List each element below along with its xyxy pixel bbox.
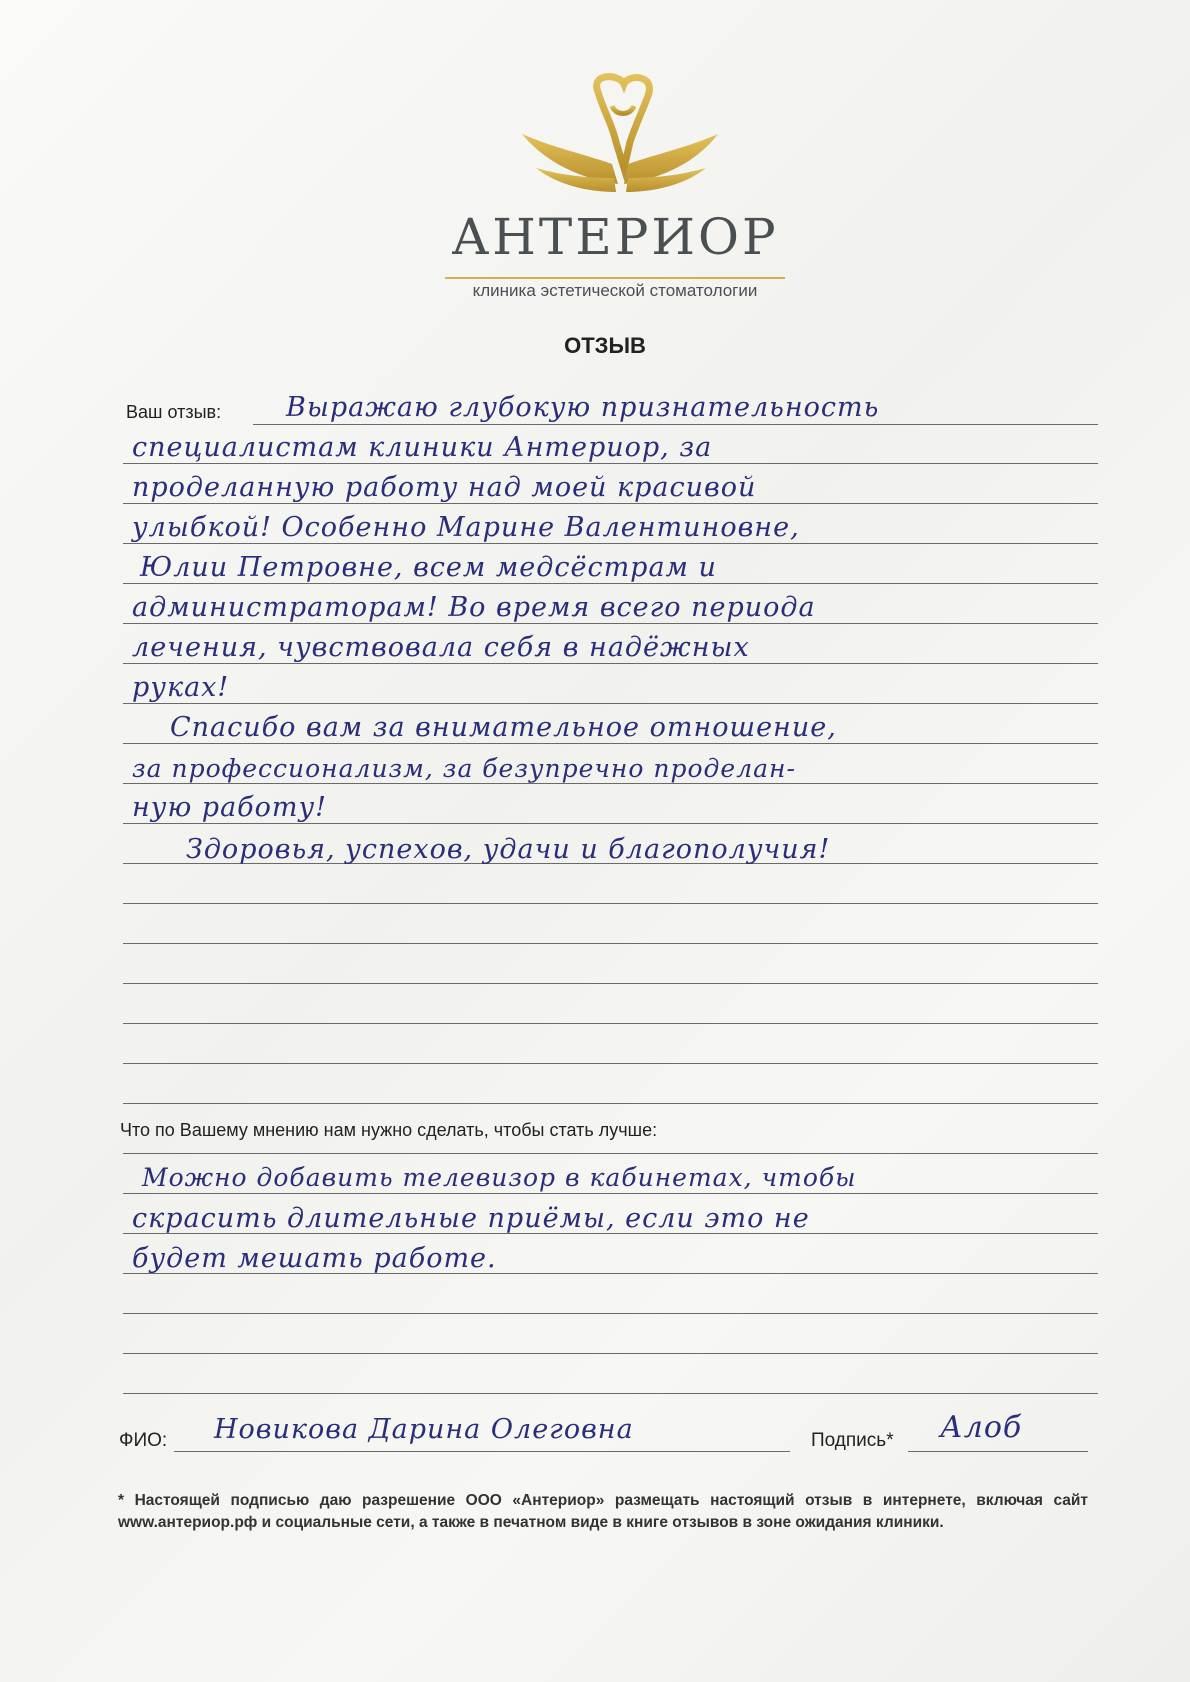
review-rule [123, 623, 1098, 624]
review-rule [123, 983, 1098, 984]
review-rule [123, 503, 1098, 504]
review-text-line: улыбкой! Особенно Марине Валентиновне, [132, 512, 800, 543]
review-rule [123, 1063, 1098, 1064]
fio-rule [174, 1451, 790, 1452]
review-rule [123, 1103, 1098, 1104]
improve-text-line: Можно добавить телевизор в кабинетах, чтобы [142, 1163, 857, 1192]
review-rule [123, 743, 1098, 744]
review-text-line: лечения, чувствовала себя в надёжных [132, 632, 750, 663]
signature-value: Алоб [940, 1410, 1023, 1445]
improve-label: Что по Вашему мнению нам нужно сделать, чтобы стать лучше: [120, 1120, 658, 1140]
signature-rule [908, 1451, 1088, 1452]
improve-rule [123, 1353, 1098, 1354]
fio-label: ФИО: [119, 1430, 168, 1451]
review-text-line: за профессионализм, за безупречно проделан- [132, 754, 796, 783]
improve-rule [123, 1153, 1098, 1154]
review-rule [123, 1023, 1098, 1024]
review-rule [123, 583, 1098, 584]
review-text-line: Выражаю глубокую признательность [286, 392, 880, 423]
review-rule [123, 663, 1098, 664]
consent-footnote: * Настоящей подписью даю разрешение ООО «Антериор» размещать настоящий отзыв в интернете, включая сайт www.антериор.рф и социальные сети, а также в печатном виде в книге отзывов в зоне ожидания клиники. [118, 1492, 1088, 1531]
brand-name: АНТЕРИОР [451, 208, 779, 266]
review-text-line: Юлии Петровне, всем медсёстрам и [140, 552, 717, 583]
review-text-line: специалистам клиники Антериор, за [132, 432, 713, 463]
review-rule [123, 943, 1098, 944]
improve-rule [123, 1193, 1098, 1194]
brand-subtitle: клиника эстетической стоматологии [445, 277, 785, 301]
review-label: Ваш отзыв: [126, 402, 222, 422]
review-rule [123, 903, 1098, 904]
tooth-wings-logo-icon [520, 72, 720, 212]
improve-text-line: будет мешать работе. [132, 1243, 497, 1274]
fio-value: Новикова Дарина Олеговна [214, 1414, 634, 1445]
review-rule [123, 783, 1098, 784]
improve-text-line: скрасить длительные приёмы, если это не [132, 1203, 810, 1234]
review-rule [123, 543, 1098, 544]
improve-rule [123, 1393, 1098, 1394]
review-rule [123, 463, 1098, 464]
review-text-line: руках! [132, 672, 230, 703]
improve-rule [123, 1313, 1098, 1314]
review-rule [253, 424, 1098, 425]
signature-label: Подпись* [811, 1430, 894, 1451]
form-title: ОТЗЫВ [564, 333, 646, 358]
review-rule [123, 823, 1098, 824]
review-text-line: проделанную работу над моей красивой [132, 472, 757, 503]
review-rule [123, 703, 1098, 704]
review-text-line: Здоровья, успехов, удачи и благополучия! [186, 834, 831, 865]
review-text-line: администраторам! Во время всего периода [132, 592, 816, 623]
review-text-line: Спасибо вам за внимательное отношение, [170, 712, 837, 743]
review-text-line: ную работу! [132, 792, 328, 823]
